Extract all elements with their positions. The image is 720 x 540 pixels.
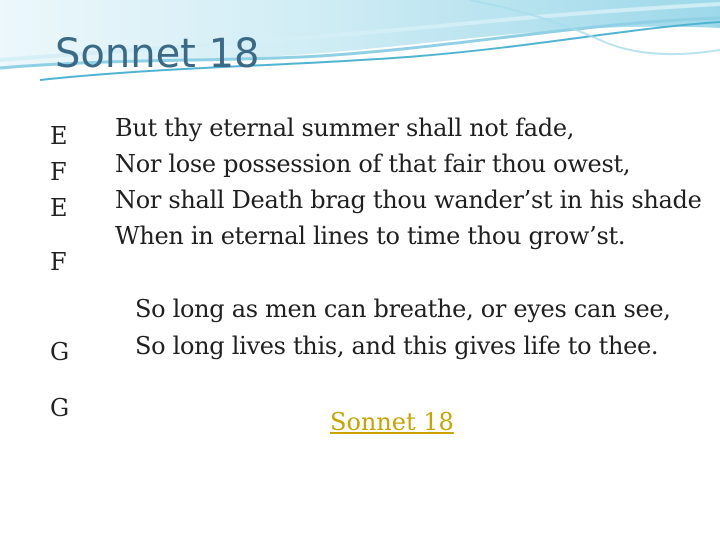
couplet-line: So long lives this, and this gives life to thee. (135, 332, 659, 360)
rhyme-letter: G (50, 394, 70, 422)
couplet-line: So long as men can breathe, or eyes can see, (135, 295, 671, 323)
rhyme-letter: G (50, 338, 70, 366)
slide-title: Sonnet 18 (55, 31, 260, 77)
rhyme-letter: F (50, 158, 67, 186)
rhyme-letter: F (50, 248, 67, 276)
poem-line: Nor shall Death brag thou wander’st in his shade (115, 186, 702, 214)
poem-line: Nor lose possession of that fair thou owest, (115, 150, 631, 178)
rhyme-letter: E (50, 122, 68, 150)
rhyme-letter: E (50, 194, 68, 222)
sonnet-18-link[interactable]: Sonnet 18 (330, 408, 454, 436)
poem-line: But thy eternal summer shall not fade, (115, 114, 575, 142)
poem-line: When in eternal lines to time thou grow’st. (115, 222, 626, 250)
